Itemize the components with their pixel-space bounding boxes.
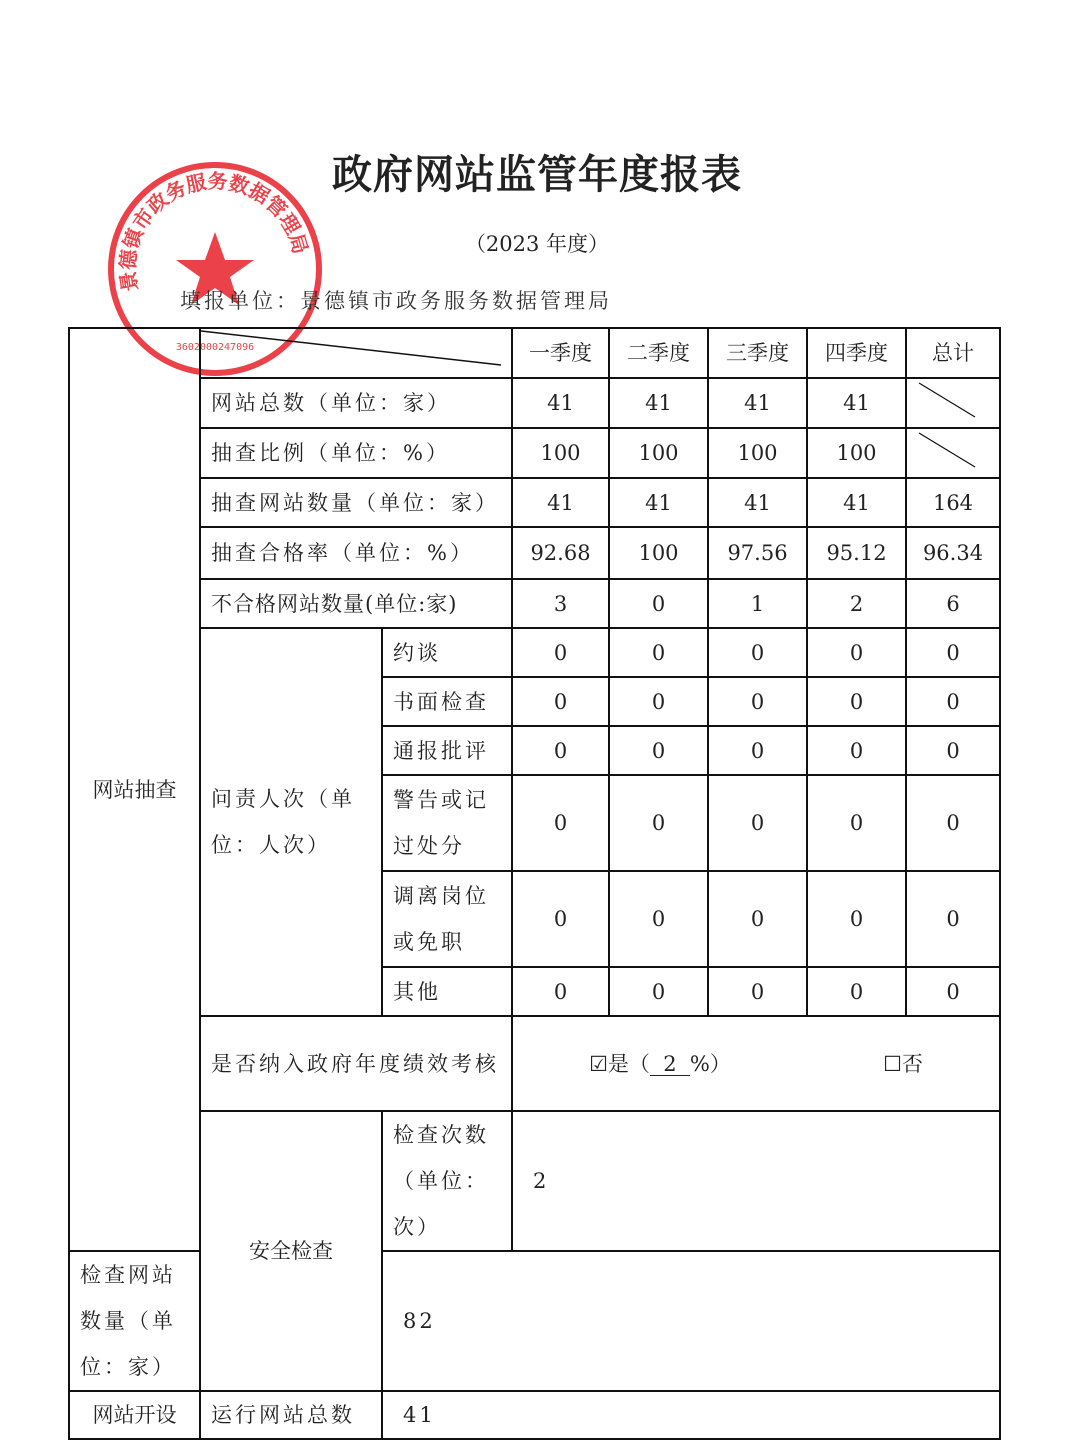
cell-value: 0 <box>609 871 708 967</box>
cell-value: 41 <box>512 378 609 428</box>
header-q2: 二季度 <box>609 328 708 378</box>
row-label: 约谈 <box>382 628 512 677</box>
row-label: 其他 <box>382 967 512 1016</box>
performance-label: 是否纳入政府年度绩效考核 <box>200 1016 512 1111</box>
cell-value: 0 <box>609 967 708 1016</box>
yes-checkbox[interactable]: ☑是（ <box>589 1051 650 1076</box>
cell-value: 0 <box>906 726 1000 775</box>
row-label: 不合格网站数量(单位:家) <box>200 579 512 628</box>
cell-value: 164 <box>906 478 1000 527</box>
cell-value: 0 <box>708 775 807 871</box>
row-label: 运行网站总数 <box>200 1391 382 1439</box>
table-row <box>69 378 1000 428</box>
table-row <box>69 1391 1000 1439</box>
row-label: 书面检查 <box>382 677 512 726</box>
cell-value: 0 <box>708 871 807 967</box>
header-q4: 四季度 <box>807 328 906 378</box>
row-label: 抽查比例（单位：%） <box>200 428 512 478</box>
cell-value: 100 <box>609 527 708 579</box>
reporting-unit: 填报单位：景德镇市政务服务数据管理局 <box>180 289 612 313</box>
cell-value: 41 <box>609 378 708 428</box>
cell-value: 0 <box>807 967 906 1016</box>
cell-value: 0 <box>609 677 708 726</box>
cell-value: 2 <box>512 1111 1000 1251</box>
cell-value: 0 <box>512 628 609 677</box>
cell-value: 0 <box>708 677 807 726</box>
cell-diagonal <box>906 378 1000 428</box>
cell-value: 41 <box>512 478 609 527</box>
cell-diagonal <box>906 428 1000 478</box>
cell-value: 41 <box>609 478 708 527</box>
cell-value: 1 <box>708 579 807 628</box>
seal-code: 3602000247096 <box>175 342 255 353</box>
header-q1: 一季度 <box>512 328 609 378</box>
performance-options <box>512 1016 1000 1111</box>
section-security: 安全检查 <box>200 1111 382 1391</box>
table-row <box>69 628 1000 677</box>
table-row <box>69 478 1000 527</box>
header-diagonal-cell <box>200 328 512 378</box>
cell-value: 96.34 <box>906 527 1000 579</box>
section-opening: 网站开设 <box>69 1391 200 1439</box>
cell-value: 82 <box>382 1251 1000 1391</box>
cell-value: 0 <box>609 775 708 871</box>
cell-value: 0 <box>512 726 609 775</box>
cell-value: 0 <box>807 726 906 775</box>
page-title: 政府网站监管年度报表 <box>332 152 742 198</box>
cell-value: 0 <box>512 871 609 967</box>
section-spot-check: 网站抽查 <box>69 328 200 1251</box>
no-checkbox[interactable]: ☐否 <box>883 1051 923 1076</box>
row-label: 调离岗位或免职 <box>382 871 512 967</box>
cell-value: 0 <box>807 677 906 726</box>
yes-suffix: %） <box>689 1051 731 1076</box>
cell-value: 0 <box>512 677 609 726</box>
row-label: 抽查网站数量（单位：家） <box>200 478 512 527</box>
header-total: 总计 <box>906 328 1000 378</box>
cell-value: 0 <box>906 775 1000 871</box>
cell-value: 0 <box>708 967 807 1016</box>
cell-value: 100 <box>512 428 609 478</box>
cell-value: 6 <box>906 579 1000 628</box>
cell-value: 0 <box>708 628 807 677</box>
cell-value: 3 <box>512 579 609 628</box>
row-label: 检查次数（单位：次） <box>382 1111 512 1251</box>
yes-value: 2 <box>650 1053 690 1076</box>
cell-value: 0 <box>609 726 708 775</box>
row-label: 网站总数（单位：家） <box>200 378 512 428</box>
cell-value: 41 <box>382 1391 1000 1439</box>
row-label: 抽查合格率（单位：%） <box>200 527 512 579</box>
cell-value: 100 <box>708 428 807 478</box>
report-year: （2023 年度） <box>464 232 610 256</box>
cell-value: 0 <box>906 677 1000 726</box>
cell-value: 41 <box>807 378 906 428</box>
cell-value: 2 <box>807 579 906 628</box>
row-label: 检查网站数量（单位：家） <box>69 1251 200 1391</box>
table-row <box>69 1111 1000 1251</box>
cell-value: 95.12 <box>807 527 906 579</box>
table-row <box>69 428 1000 478</box>
cell-value: 0 <box>807 775 906 871</box>
cell-value: 0 <box>512 775 609 871</box>
cell-value: 0 <box>609 628 708 677</box>
cell-value: 100 <box>807 428 906 478</box>
row-label: 通报批评 <box>382 726 512 775</box>
table-row <box>69 579 1000 628</box>
cell-value: 0 <box>906 871 1000 967</box>
cell-value: 97.56 <box>708 527 807 579</box>
accountability-label: 问责人次（单位：人次） <box>200 628 382 1016</box>
seal-text: 景德镇市政务服务数据管理局 <box>115 169 313 294</box>
cell-value: 41 <box>708 378 807 428</box>
table-row <box>69 527 1000 579</box>
performance-row <box>69 1016 1000 1111</box>
cell-value: 0 <box>807 628 906 677</box>
cell-value: 0 <box>708 726 807 775</box>
cell-value: 41 <box>708 478 807 527</box>
cell-value: 0 <box>906 967 1000 1016</box>
cell-value: 0 <box>906 628 1000 677</box>
header-row <box>69 328 1000 378</box>
report-table <box>68 327 1001 1440</box>
cell-value: 100 <box>609 428 708 478</box>
cell-value: 0 <box>807 871 906 967</box>
cell-value: 0 <box>512 967 609 1016</box>
cell-value: 41 <box>807 478 906 527</box>
header-q3: 三季度 <box>708 328 807 378</box>
performance-yes-option[interactable] <box>589 1041 731 1087</box>
row-label: 警告或记过处分 <box>382 775 512 871</box>
cell-value: 92.68 <box>512 527 609 579</box>
cell-value: 0 <box>609 579 708 628</box>
